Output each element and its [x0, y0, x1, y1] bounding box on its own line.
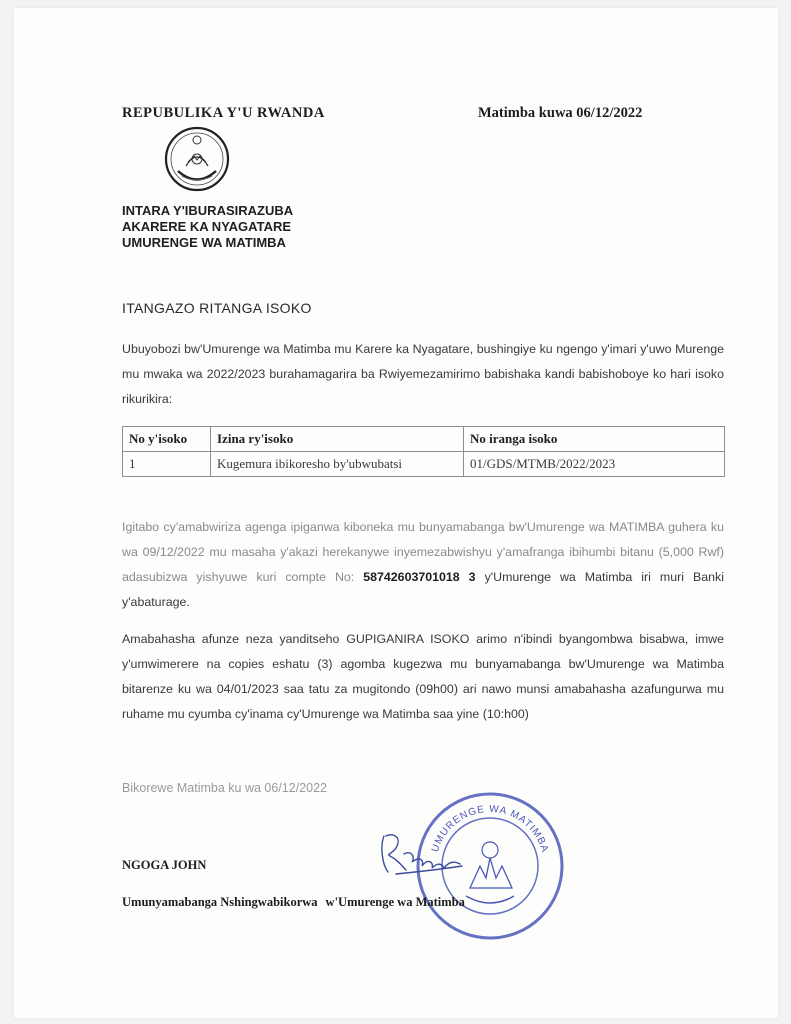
sector-line: UMURENGE WA MATIMBA: [122, 235, 286, 250]
signatory-name: NGOGA JOHN: [122, 858, 207, 872]
national-seal-icon: [164, 126, 230, 192]
tender-table: [122, 426, 725, 477]
document-page: [14, 8, 778, 1018]
signature-icon: [376, 826, 466, 886]
submission-paragraph: Amabahasha afunze neza yanditseho GUPIGANIRA ISOKO arimo n'ibindi byangombwa bisabwa, imwe y'umwimerere na copies eshatu (3) agomba kugezwa mu bunyamabanga bw'Umurenge wa Matimba bitarenze ku wa 04/01/2023 saa tatu za mugitondo (09h00) ari nawo munsi amabahasha azafungurwa mu ruhame mu cyumba cy'inama cy'Umurenge wa Matimba saa yine (10:h00): [122, 632, 724, 721]
intro-paragraph: Ubuyobozi bw'Umurenge wa Matimba mu Karere ka Nyagatare, bushingiye ku ngengo y'imari y'uwo Murenge mu mwaka wa 2022/2023 burahamagarira ba Rwiyemezamirimo babishaka kandi babishoboye ko hari isoko rikurikira:: [122, 342, 724, 406]
table-header-row: [123, 427, 725, 452]
signatory-title-a: Umunyamabanga Nshingwabikorwa: [122, 895, 318, 909]
document-date: Matimba kuwa 06/12/2022: [478, 105, 643, 121]
para2-start: Igitabo cy'amabwiriza agenga ipiganwa kiboneka mu bunyamabanga bw'Umurenge wa MATIMBA guhera ku wa 09/12/2022 mu masaha y'akazi herekanywe inyemezabwishyu y'amafranga ibihumbi bitanu (5,000 Rwf) adasubizwa yishyuwe kuri compte No:: [122, 520, 724, 584]
cell-tender-no: 1: [123, 452, 211, 477]
stamp-text: UMURENGE WA MATIMBA: [429, 803, 551, 855]
header-tender-ref: No iranga isoko: [464, 427, 725, 452]
signatory-title: [122, 895, 465, 910]
administrative-block: [122, 203, 293, 251]
para2-end: y'Umurenge wa Matimba iri muri Banki y'abaturage.: [122, 570, 724, 609]
table-row: [123, 452, 725, 477]
account-number: 58742603701018 3: [363, 570, 476, 584]
header-tender-name: Izina ry'isoko: [211, 427, 464, 452]
republic-heading: REPUBULIKA Y'U RWANDA: [122, 105, 325, 121]
cell-tender-ref: 01/GDS/MTMB/2022/2023: [464, 452, 725, 477]
header-tender-no: No y'isoko: [123, 427, 211, 452]
signatory-title-b: w'Umurenge wa Matimba: [325, 895, 465, 909]
province-line: INTARA Y'IBURASIRAZUBA: [122, 203, 294, 218]
cell-tender-name: Kugemura ibikoresho by'ubwubatsi: [211, 452, 464, 477]
bidding-document-paragraph: [122, 515, 724, 615]
district-line: AKARERE KA NYAGATARE: [122, 219, 292, 234]
notice-heading: ITANGAZO RITANGA ISOKO: [122, 300, 312, 316]
done-at-line: Bikorewe Matimba ku wa 06/12/2022: [122, 781, 327, 795]
